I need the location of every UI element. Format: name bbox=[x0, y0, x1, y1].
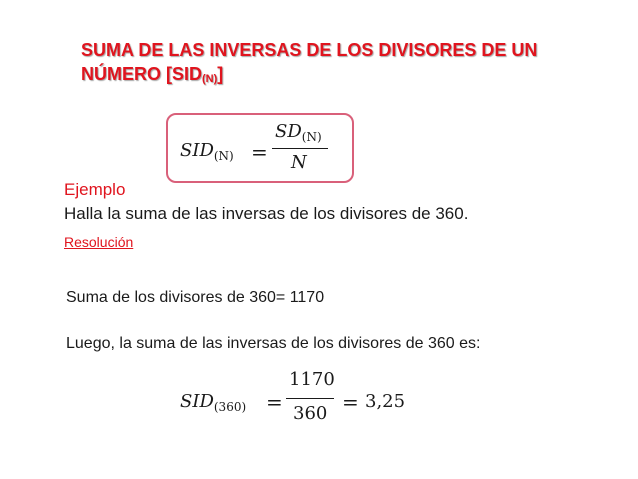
result-lhs-sub: (360) bbox=[213, 400, 247, 414]
title-line-2 bbox=[81, 62, 601, 91]
definition-numerator-sub: (N) bbox=[301, 130, 322, 144]
example-statement: Halla la suma de las inversas de los divisores de 360. bbox=[64, 204, 469, 223]
slide-title bbox=[81, 38, 601, 91]
definition-denominator: N bbox=[291, 152, 307, 173]
result-denominator: 360 bbox=[293, 403, 328, 424]
definition-numerator bbox=[275, 121, 322, 144]
result-numerator: 1170 bbox=[289, 369, 335, 390]
definition-fraction-bar bbox=[272, 148, 328, 149]
result-equals-sign-1: = bbox=[266, 390, 283, 414]
title-line-2-end: ] bbox=[217, 64, 224, 84]
result-formula-lhs bbox=[180, 391, 246, 414]
title-line-1: SUMA DE LAS INVERSAS DE LOS DIVISORES DE UN bbox=[81, 40, 538, 60]
result-value: 3,25 bbox=[365, 391, 406, 412]
then-line: Luego, la suma de las inversas de los divisores de 360 es: bbox=[66, 335, 481, 352]
result-fraction-bar bbox=[286, 398, 334, 399]
definition-lhs-base: SID bbox=[180, 140, 214, 161]
divisor-sum-line: Suma de los divisores de 360= 1170 bbox=[66, 289, 325, 306]
title-line-2-main: NÚMERO [SID bbox=[81, 64, 202, 84]
definition-numerator-base: SD bbox=[275, 121, 302, 142]
definition-formula-lhs bbox=[180, 140, 234, 163]
definition-lhs-sub: (N) bbox=[213, 149, 234, 163]
result-equals-sign-2: = bbox=[342, 390, 359, 414]
result-lhs-base: SID bbox=[180, 391, 214, 412]
solution-label: Resolución bbox=[64, 234, 134, 250]
example-label: Ejemplo bbox=[64, 180, 126, 199]
definition-equals-sign: = bbox=[251, 140, 268, 164]
title-line-2-sub: (N) bbox=[202, 73, 218, 85]
